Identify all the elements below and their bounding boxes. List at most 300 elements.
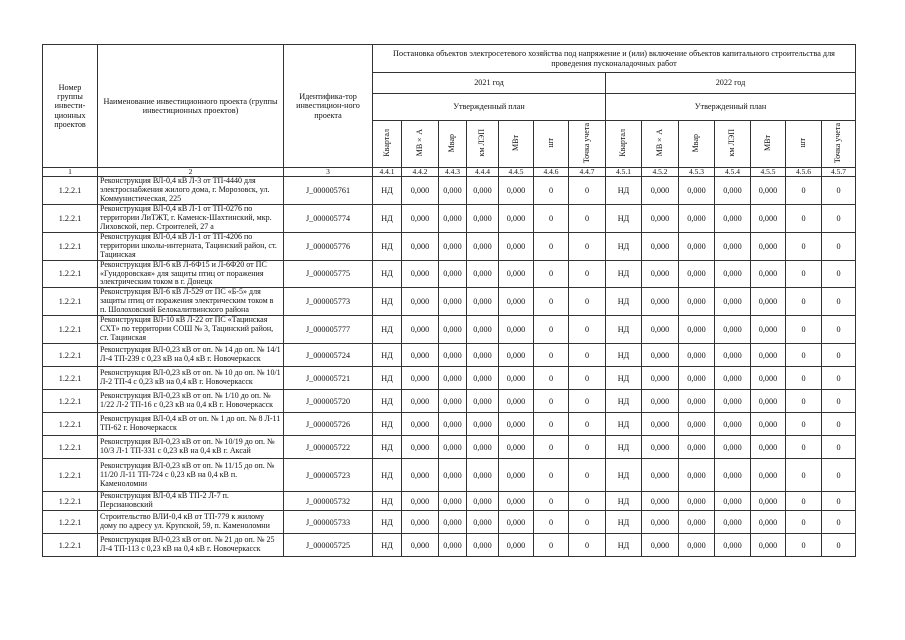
value-2021-cell: 0 — [534, 511, 569, 534]
value-2021-cell: 0,000 — [402, 413, 439, 436]
project-name-cell: Реконструкция ВЛ-0,4 кВ от оп. № 1 до оп. № 8 Л-11 ТП-62 г. Новочеркасск — [98, 413, 284, 436]
project-name-cell: Реконструкция ВЛ-0,23 кВ от оп. № 10 до оп. № 10/1 Л-2 ТП-4 с 0,23 кВ на 0,4 кВ г. Новочеркасск — [98, 367, 284, 390]
value-2021-cell: 0 — [534, 534, 569, 557]
value-2022-cell: НД — [606, 492, 642, 511]
value-2021-cell: 0,000 — [499, 367, 534, 390]
value-2022-cell: 0 — [786, 459, 822, 492]
value-2021-cell: 0,000 — [402, 288, 439, 316]
column-number-cell: 2 — [98, 168, 284, 177]
value-2021-cell: 0 — [534, 492, 569, 511]
value-2022-cell: 0 — [786, 288, 822, 316]
value-2021-cell: 0,000 — [467, 492, 499, 511]
value-2021-cell: 0 — [569, 413, 606, 436]
value-2021-cell: 0,000 — [467, 177, 499, 205]
value-2021-cell: НД — [373, 316, 402, 344]
value-2022-cell: 0 — [786, 344, 822, 367]
value-2021-cell: 0,000 — [499, 436, 534, 459]
project-id-cell: J_000005732 — [284, 492, 373, 511]
value-2021-cell: 0 — [569, 511, 606, 534]
group-number-cell: 1.2.2.1 — [43, 177, 98, 205]
unit-label: шт — [798, 138, 808, 148]
value-2021-cell: НД — [373, 459, 402, 492]
value-2022-cell: НД — [606, 204, 642, 232]
value-2022-cell: 0,000 — [751, 390, 786, 413]
value-2022-cell: 0 — [786, 260, 822, 288]
project-id-cell: J_000005774 — [284, 204, 373, 232]
value-2021-cell: НД — [373, 232, 402, 260]
value-2021-cell: 0,000 — [402, 232, 439, 260]
value-2022-cell: 0,000 — [715, 459, 751, 492]
value-2022-cell: 0,000 — [642, 260, 679, 288]
value-2022-cell: 0,000 — [642, 344, 679, 367]
value-2022-cell: 0 — [822, 534, 856, 557]
value-2021-cell: 0,000 — [439, 344, 467, 367]
value-2022-cell: 0,000 — [642, 232, 679, 260]
value-2022-cell: 0 — [786, 204, 822, 232]
group-number-cell: 1.2.2.1 — [43, 204, 98, 232]
value-2021-cell: 0 — [569, 232, 606, 260]
value-2022-cell: 0,000 — [642, 390, 679, 413]
value-2021-cell: 0 — [569, 260, 606, 288]
value-2022-cell: 0,000 — [679, 204, 715, 232]
value-2021-cell: 0,000 — [439, 316, 467, 344]
column-number-cell: 4.5.6 — [786, 168, 822, 177]
investment-table-sheet — [42, 44, 856, 557]
value-2022-cell: 0,000 — [679, 436, 715, 459]
value-2022-cell: 0,000 — [679, 390, 715, 413]
value-2021-cell: НД — [373, 390, 402, 413]
value-2021-cell: 0,000 — [467, 288, 499, 316]
value-2021-cell: 0,000 — [439, 288, 467, 316]
value-2021-cell: 0,000 — [467, 260, 499, 288]
value-2022-cell: 0,000 — [642, 534, 679, 557]
unit-label: МВ×А — [414, 129, 424, 157]
value-2021-cell: 0,000 — [467, 436, 499, 459]
value-2021-cell: НД — [373, 204, 402, 232]
group-number-cell: 1.2.2.1 — [43, 534, 98, 557]
header-main-title: Постановка объектов электросетевого хозяйства под напряжение и (или) включение объектов капитального строительства для проведения пусконаладочных работ — [373, 45, 856, 73]
value-2022-cell: 0,000 — [679, 316, 715, 344]
table-body — [43, 177, 856, 557]
value-2022-cell: 0,000 — [679, 344, 715, 367]
value-2022-cell: 0,000 — [642, 511, 679, 534]
project-id-cell: J_000005724 — [284, 344, 373, 367]
value-2021-cell: 0,000 — [499, 534, 534, 557]
project-name-cell: Реконструкция ВЛ-0,4 кВ Л-1 от ТП-4206 по территории школы-интерната, Тацинский район, ст. Тацинская — [98, 232, 284, 260]
value-2021-cell: 0 — [569, 390, 606, 413]
project-id-cell: J_000005777 — [284, 316, 373, 344]
table-row — [43, 232, 856, 260]
table-row — [43, 204, 856, 232]
project-id-cell: J_000005733 — [284, 511, 373, 534]
column-number-cell: 4.4.6 — [534, 168, 569, 177]
value-2022-cell: НД — [606, 534, 642, 557]
table-row — [43, 436, 856, 459]
value-2022-cell: 0 — [786, 390, 822, 413]
value-2022-cell: 0,000 — [715, 436, 751, 459]
table-row — [43, 316, 856, 344]
value-2021-cell: 0 — [534, 344, 569, 367]
value-2022-cell: 0 — [786, 177, 822, 205]
unit-label: МВт — [510, 134, 520, 151]
value-2022-cell: 0,000 — [715, 492, 751, 511]
value-2022-cell: 0 — [822, 232, 856, 260]
header-project-name: Наименование инвестиционного проекта (группы инвестиционных проектов) — [98, 45, 284, 168]
unit-label: Точка учета — [833, 122, 843, 163]
value-2021-cell: 0,000 — [402, 459, 439, 492]
value-2021-cell: НД — [373, 288, 402, 316]
value-2022-cell: 0,000 — [642, 492, 679, 511]
column-number-cell: 4.5.7 — [822, 168, 856, 177]
value-2021-cell: 0,000 — [439, 436, 467, 459]
value-2021-cell: 0,000 — [467, 534, 499, 557]
table-row — [43, 344, 856, 367]
unit-header-cell — [467, 121, 499, 168]
value-2021-cell: 0,000 — [467, 390, 499, 413]
value-2021-cell: 0,000 — [402, 344, 439, 367]
value-2022-cell: НД — [606, 288, 642, 316]
value-2022-cell: 0 — [786, 511, 822, 534]
value-2022-cell: 0,000 — [679, 413, 715, 436]
value-2022-cell: 0 — [822, 367, 856, 390]
value-2021-cell: НД — [373, 534, 402, 557]
value-2021-cell: 0 — [534, 459, 569, 492]
table-row — [43, 367, 856, 390]
value-2021-cell: 0,000 — [402, 316, 439, 344]
value-2021-cell: НД — [373, 511, 402, 534]
value-2021-cell: 0,000 — [439, 413, 467, 436]
value-2021-cell: 0,000 — [467, 367, 499, 390]
project-name-cell: Строительство ВЛИ-0,4 кВ от ТП-779 к жилому дому по адресу ул. Крупской, 59, п. Каменоломни — [98, 511, 284, 534]
value-2021-cell: 0 — [569, 492, 606, 511]
value-2021-cell: 0,000 — [499, 288, 534, 316]
unit-header-cell — [439, 121, 467, 168]
value-2021-cell: 0,000 — [499, 232, 534, 260]
value-2022-cell: 0,000 — [751, 492, 786, 511]
group-number-cell: 1.2.2.1 — [43, 260, 98, 288]
value-2022-cell: 0,000 — [715, 534, 751, 557]
table-row — [43, 288, 856, 316]
unit-label: Квартал — [618, 129, 628, 157]
value-2022-cell: 0,000 — [715, 511, 751, 534]
project-name-cell: Реконструкция ВЛ-0,23 кВ от оп. № 21 до оп. № 25 Л-4 ТП-113 с 0,23 кВ на 0,4 кВ г. Новочеркасск — [98, 534, 284, 557]
project-name-cell: Реконструкция ВЛ-0,4 кВ Л-3 от ТП-4440 для электроснабжения жилого дома, г. Морозовск, ул. Коммунистическая, 225 — [98, 177, 284, 205]
column-number-cell: 4.4.3 — [439, 168, 467, 177]
unit-label: км ЛЭП — [477, 129, 487, 157]
value-2021-cell: НД — [373, 492, 402, 511]
project-id-cell: J_000005722 — [284, 436, 373, 459]
value-2021-cell: 0,000 — [499, 260, 534, 288]
value-2021-cell: НД — [373, 436, 402, 459]
value-2021-cell: 0,000 — [499, 390, 534, 413]
column-number-cell: 1 — [43, 168, 98, 177]
group-number-cell: 1.2.2.1 — [43, 232, 98, 260]
table-row — [43, 511, 856, 534]
table-row — [43, 459, 856, 492]
value-2022-cell: НД — [606, 511, 642, 534]
column-number-cell: 4.5.5 — [751, 168, 786, 177]
value-2021-cell: 0 — [569, 316, 606, 344]
project-name-cell: Реконструкция ВЛ-0,23 кВ от оп. № 1/10 до оп. № 1/22 Л-2 ТП-16 с 0,23 кВ на 0,4 кВ г. Новочеркасск — [98, 390, 284, 413]
value-2021-cell: 0,000 — [499, 511, 534, 534]
value-2022-cell: НД — [606, 177, 642, 205]
value-2022-cell: 0,000 — [715, 316, 751, 344]
value-2022-cell: 0 — [822, 177, 856, 205]
value-2022-cell: 0,000 — [642, 204, 679, 232]
value-2022-cell: НД — [606, 459, 642, 492]
unit-header-cell — [373, 121, 402, 168]
value-2021-cell: 0,000 — [499, 459, 534, 492]
project-id-cell: J_000005726 — [284, 413, 373, 436]
project-id-cell: J_000005725 — [284, 534, 373, 557]
value-2021-cell: 0 — [569, 436, 606, 459]
header-approved-plan-2021: Утвержденный план — [373, 94, 606, 121]
table-row — [43, 390, 856, 413]
value-2022-cell: 0,000 — [715, 390, 751, 413]
value-2021-cell: 0,000 — [499, 344, 534, 367]
value-2022-cell: 0,000 — [679, 232, 715, 260]
value-2022-cell: 0,000 — [751, 232, 786, 260]
value-2022-cell: 0,000 — [751, 344, 786, 367]
value-2021-cell: 0,000 — [402, 390, 439, 413]
investment-projects-table — [42, 44, 856, 557]
value-2021-cell: 0,000 — [402, 492, 439, 511]
value-2022-cell: 0 — [822, 511, 856, 534]
header-year-2022: 2022 год — [606, 73, 856, 94]
value-2021-cell: 0,000 — [439, 204, 467, 232]
unit-header-cell — [499, 121, 534, 168]
value-2022-cell: 0,000 — [679, 288, 715, 316]
value-2022-cell: 0 — [786, 316, 822, 344]
table-row — [43, 260, 856, 288]
value-2021-cell: 0 — [569, 344, 606, 367]
value-2022-cell: 0,000 — [751, 436, 786, 459]
value-2022-cell: 0,000 — [642, 316, 679, 344]
project-name-cell: Реконструкция ВЛ-0,23 кВ от оп. № 10/19 до оп. № 10/3 Л-1 ТП-331 с 0,23 кВ на 0,4 кВ г. Аксай — [98, 436, 284, 459]
unit-header-cell — [822, 121, 856, 168]
value-2022-cell: 0 — [822, 288, 856, 316]
group-number-cell: 1.2.2.1 — [43, 390, 98, 413]
unit-header-cell — [679, 121, 715, 168]
value-2022-cell: 0,000 — [751, 260, 786, 288]
value-2022-cell: 0,000 — [715, 288, 751, 316]
value-2022-cell: 0,000 — [642, 459, 679, 492]
header-group-number: Номер группы инвести-ционных проектов — [43, 45, 98, 168]
value-2021-cell: 0,000 — [402, 177, 439, 205]
unit-label: Мвар — [447, 133, 457, 153]
unit-label: МВт — [762, 134, 772, 151]
value-2022-cell: 0,000 — [751, 204, 786, 232]
project-name-cell: Реконструкция ВЛ-0,23 кВ от оп. № 14 до оп. № 14/1 Л-4 ТП-239 с 0,23 кВ на 0,4 кВ г. Новочеркасск — [98, 344, 284, 367]
value-2021-cell: 0 — [534, 436, 569, 459]
value-2021-cell: 0 — [534, 177, 569, 205]
value-2021-cell: 0,000 — [439, 232, 467, 260]
value-2022-cell: 0,000 — [642, 367, 679, 390]
value-2022-cell: 0,000 — [679, 367, 715, 390]
value-2022-cell: 0,000 — [715, 344, 751, 367]
project-name-cell: Реконструкция ВЛ-0,4 кВ ТП-2 Л-7 п. Персиановский — [98, 492, 284, 511]
value-2021-cell: НД — [373, 260, 402, 288]
value-2021-cell: 0 — [534, 204, 569, 232]
header-approved-plan-2022: Утвержденный план — [606, 94, 856, 121]
value-2022-cell: 0,000 — [715, 177, 751, 205]
value-2022-cell: 0 — [822, 390, 856, 413]
value-2021-cell: 0,000 — [402, 511, 439, 534]
value-2022-cell: 0,000 — [679, 492, 715, 511]
value-2022-cell: 0 — [822, 344, 856, 367]
value-2022-cell: НД — [606, 260, 642, 288]
project-id-cell: J_000005721 — [284, 367, 373, 390]
value-2022-cell: 0,000 — [679, 459, 715, 492]
unit-header-cell — [534, 121, 569, 168]
value-2021-cell: 0 — [534, 260, 569, 288]
group-number-cell: 1.2.2.1 — [43, 436, 98, 459]
value-2022-cell: НД — [606, 436, 642, 459]
project-id-cell: J_000005776 — [284, 232, 373, 260]
value-2022-cell: 0,000 — [642, 177, 679, 205]
value-2021-cell: 0 — [569, 288, 606, 316]
value-2021-cell: 0,000 — [439, 177, 467, 205]
column-number-cell: 4.4.1 — [373, 168, 402, 177]
project-name-cell: Реконструкция ВЛ-6 кВ Л-529 от ПС «Б-5» для защиты птиц от поражения электрическим током в п. Шолоховский Белокалитвинского района — [98, 288, 284, 316]
value-2021-cell: 0,000 — [439, 459, 467, 492]
value-2022-cell: НД — [606, 344, 642, 367]
value-2021-cell: 0 — [534, 413, 569, 436]
project-name-cell: Реконструкция ВЛ-6 кВ Л-6Ф15 и Л-6Ф20 от ПС «Гундоровская» для защиты птиц от поражения электрическим током в г. Донецк — [98, 260, 284, 288]
value-2022-cell: 0,000 — [715, 204, 751, 232]
project-name-cell: Реконструкция ВЛ-0,23 кВ от оп. № 11/15 до оп. № 11/20 Л-11 ТП-724 с 0,23 кВ на 0,4 кВ п. Каменоломни — [98, 459, 284, 492]
value-2021-cell: 0 — [569, 177, 606, 205]
value-2022-cell: 0,000 — [751, 459, 786, 492]
value-2021-cell: 0,000 — [439, 390, 467, 413]
unit-header-cell — [642, 121, 679, 168]
value-2021-cell: 0,000 — [467, 511, 499, 534]
unit-header-cell — [786, 121, 822, 168]
group-number-cell: 1.2.2.1 — [43, 492, 98, 511]
value-2022-cell: 0 — [822, 413, 856, 436]
group-number-cell: 1.2.2.1 — [43, 511, 98, 534]
value-2022-cell: 0,000 — [751, 413, 786, 436]
value-2022-cell: 0 — [786, 413, 822, 436]
value-2022-cell: 0,000 — [751, 288, 786, 316]
value-2021-cell: 0 — [569, 204, 606, 232]
value-2022-cell: 0,000 — [679, 177, 715, 205]
value-2022-cell: 0,000 — [751, 177, 786, 205]
header-year-2021: 2021 год — [373, 73, 606, 94]
header-identifier: Идентифика-тор инвестицион-ного проекта — [284, 45, 373, 168]
value-2021-cell: 0,000 — [467, 316, 499, 344]
value-2022-cell: 0,000 — [715, 260, 751, 288]
value-2021-cell: 0,000 — [499, 413, 534, 436]
value-2021-cell: 0,000 — [467, 204, 499, 232]
value-2022-cell: НД — [606, 232, 642, 260]
unit-label: Точка учета — [581, 122, 591, 163]
value-2022-cell: 0,000 — [715, 413, 751, 436]
value-2022-cell: 0 — [786, 492, 822, 511]
group-number-cell: 1.2.2.1 — [43, 288, 98, 316]
column-number-cell: 4.5.3 — [679, 168, 715, 177]
group-number-cell: 1.2.2.1 — [43, 316, 98, 344]
value-2021-cell: 0,000 — [499, 177, 534, 205]
value-2021-cell: 0,000 — [439, 367, 467, 390]
value-2022-cell: 0 — [822, 436, 856, 459]
value-2022-cell: 0 — [822, 492, 856, 511]
unit-label: км ЛЭП — [727, 129, 737, 157]
value-2021-cell: НД — [373, 344, 402, 367]
unit-header-cell — [402, 121, 439, 168]
value-2022-cell: 0,000 — [642, 288, 679, 316]
value-2021-cell: НД — [373, 367, 402, 390]
value-2021-cell: 0 — [534, 316, 569, 344]
value-2021-cell: 0 — [534, 390, 569, 413]
value-2021-cell: 0,000 — [402, 204, 439, 232]
value-2021-cell: 0,000 — [402, 260, 439, 288]
value-2022-cell: 0,000 — [751, 316, 786, 344]
value-2022-cell: 0 — [786, 367, 822, 390]
value-2021-cell: НД — [373, 177, 402, 205]
group-number-cell: 1.2.2.1 — [43, 367, 98, 390]
unit-header-cell — [606, 121, 642, 168]
value-2021-cell: 0 — [534, 232, 569, 260]
value-2022-cell: 0 — [786, 534, 822, 557]
value-2022-cell: 0,000 — [715, 232, 751, 260]
value-2021-cell: 0,000 — [402, 436, 439, 459]
unit-header-cell — [715, 121, 751, 168]
value-2022-cell: 0 — [822, 204, 856, 232]
value-2021-cell: 0,000 — [467, 232, 499, 260]
value-2022-cell: 0,000 — [751, 534, 786, 557]
value-2021-cell: 0,000 — [499, 204, 534, 232]
unit-label: шт — [545, 138, 555, 148]
project-id-cell: J_000005723 — [284, 459, 373, 492]
unit-label: Квартал — [381, 129, 391, 157]
value-2022-cell: 0,000 — [715, 367, 751, 390]
value-2021-cell: 0 — [534, 367, 569, 390]
unit-header-cell — [569, 121, 606, 168]
value-2021-cell: НД — [373, 413, 402, 436]
value-2022-cell: 0 — [822, 459, 856, 492]
value-2021-cell: 0,000 — [499, 316, 534, 344]
value-2022-cell: 0,000 — [642, 413, 679, 436]
value-2022-cell: 0,000 — [679, 534, 715, 557]
column-numbers-row — [43, 168, 856, 177]
value-2021-cell: 0,000 — [402, 367, 439, 390]
value-2021-cell: 0,000 — [439, 511, 467, 534]
value-2021-cell: 0 — [569, 459, 606, 492]
column-number-cell: 4.4.4 — [467, 168, 499, 177]
value-2022-cell: 0,000 — [751, 511, 786, 534]
unit-label: Мвар — [691, 133, 701, 153]
column-number-cell: 4.5.4 — [715, 168, 751, 177]
value-2021-cell: 0,000 — [467, 459, 499, 492]
table-row — [43, 492, 856, 511]
value-2021-cell: 0,000 — [467, 344, 499, 367]
value-2022-cell: 0,000 — [679, 260, 715, 288]
value-2021-cell: 0,000 — [402, 534, 439, 557]
value-2021-cell: 0,000 — [439, 492, 467, 511]
value-2021-cell: 0 — [569, 367, 606, 390]
value-2022-cell: 0 — [786, 232, 822, 260]
project-id-cell: J_000005761 — [284, 177, 373, 205]
unit-label: МВ×А — [654, 129, 664, 157]
column-number-cell: 4.5.1 — [606, 168, 642, 177]
value-2022-cell: 0,000 — [642, 436, 679, 459]
column-number-cell: 4.4.2 — [402, 168, 439, 177]
project-name-cell: Реконструкция ВЛ-10 кВ Л-22 от ПС «Тацинская СХТ» по территории СОШ № 3, Тацинский район, ст. Тацинская — [98, 316, 284, 344]
value-2022-cell: 0 — [822, 316, 856, 344]
value-2022-cell: 0,000 — [751, 367, 786, 390]
group-number-cell: 1.2.2.1 — [43, 344, 98, 367]
